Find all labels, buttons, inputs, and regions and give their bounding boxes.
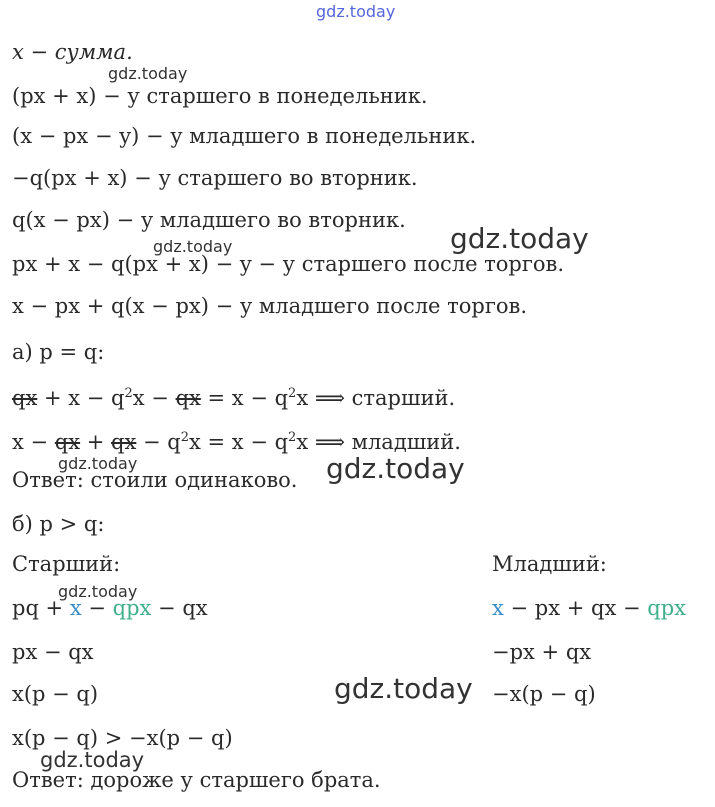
line-elder-tuesday	[12, 164, 418, 192]
watermark-6: gdz.today	[58, 582, 138, 601]
strike-term-3: qx	[54, 430, 81, 454]
answer-a-text: Ответ: стоили одинаково.	[12, 468, 298, 492]
term-text: +	[80, 430, 112, 454]
term-text: −x(p − q)	[492, 682, 596, 706]
line-younger-monday-text: (x − px − y) − у младшего в понедельник.	[12, 124, 477, 148]
answer-b-text: Ответ: дороже у старшего брата.	[12, 768, 381, 792]
watermark-4: gdz.today	[58, 454, 138, 473]
younger-expr-3	[492, 680, 596, 708]
comparison-text: x(p − q) > −x(p − q)	[12, 726, 233, 750]
watermark-top: gdz.today	[316, 2, 396, 21]
term-text: −	[81, 596, 113, 620]
elder-expr-1	[12, 594, 208, 622]
exponent: 2	[288, 430, 297, 445]
highlight-green: qpx	[112, 596, 152, 620]
strike-term-2: qx	[175, 386, 201, 410]
line-elder-after	[12, 250, 564, 278]
younger-expr-2	[492, 638, 591, 666]
highlight-blue: x	[492, 596, 504, 620]
watermark-1: gdz.today	[108, 64, 188, 83]
elder-expr-3	[12, 680, 98, 708]
term-text: px − qx	[12, 640, 94, 664]
line-younger-monday	[12, 122, 476, 150]
strike-term-1: qx	[12, 386, 38, 410]
term-text: x −	[132, 386, 176, 410]
elder-expr-2	[12, 638, 94, 666]
answer-b	[12, 766, 381, 794]
case-b-heading	[12, 510, 104, 538]
watermark-2: gdz.today	[450, 222, 589, 255]
line-elder-tuesday-text: −q(px + x) − у старшего во вторник.	[12, 166, 418, 190]
watermark-5: gdz.today	[326, 452, 465, 485]
watermark-8: gdz.today	[40, 748, 145, 772]
elder-heading-text: Старший:	[12, 552, 121, 576]
line-sum	[12, 38, 133, 66]
term-text: − qx	[151, 596, 208, 620]
watermark-3: gdz.today	[153, 237, 233, 256]
line-younger-tuesday	[12, 206, 406, 234]
younger-column-heading	[492, 550, 607, 578]
younger-heading-text: Младший:	[492, 552, 607, 576]
line-elder-monday-text: (px + x) − у старшего в понедельник.	[12, 84, 428, 108]
elder-column-heading	[12, 550, 120, 578]
highlight-green: qpx	[647, 596, 686, 620]
answer-a	[12, 466, 297, 494]
term-text: − q	[136, 430, 181, 454]
strike-term-4: qx	[111, 430, 137, 454]
term-text: − px + qx −	[503, 596, 648, 620]
case-a-elder	[12, 380, 455, 412]
watermark-7: gdz.today	[334, 672, 473, 705]
case-a-heading	[12, 338, 104, 366]
exponent: 2	[288, 386, 297, 401]
exponent: 2	[124, 386, 133, 401]
term-text: + x − q	[37, 386, 125, 410]
term-text: −px + qx	[492, 640, 592, 664]
term-text: x −	[12, 430, 55, 454]
exponent: 2	[180, 430, 190, 445]
line-sum-text: x − сумма.	[12, 40, 133, 64]
line-elder-after-text: px + x − q(px + x) − y − у старшего после торгов.	[12, 252, 565, 276]
term-text: x ⟹ старший.	[296, 386, 456, 410]
line-younger-tuesday-text: q(x − px) − у младшего во вторник.	[12, 208, 406, 232]
case-b-heading-text: б) p > q:	[12, 512, 105, 536]
term-text: x = x − q	[189, 430, 289, 454]
term-text: x(p − q)	[12, 682, 99, 706]
line-younger-after	[12, 292, 527, 320]
younger-expr-1	[492, 594, 686, 622]
term-text: = x − q	[200, 386, 289, 410]
case-a-heading-text: а) p = q:	[12, 340, 105, 364]
term-text: pq +	[12, 596, 70, 620]
highlight-blue: x	[69, 596, 82, 620]
line-younger-after-text: x − px + q(x − px) − у младшего после торгов.	[12, 294, 527, 318]
line-elder-monday	[12, 82, 428, 110]
term-text: x ⟹ младший.	[296, 430, 461, 454]
